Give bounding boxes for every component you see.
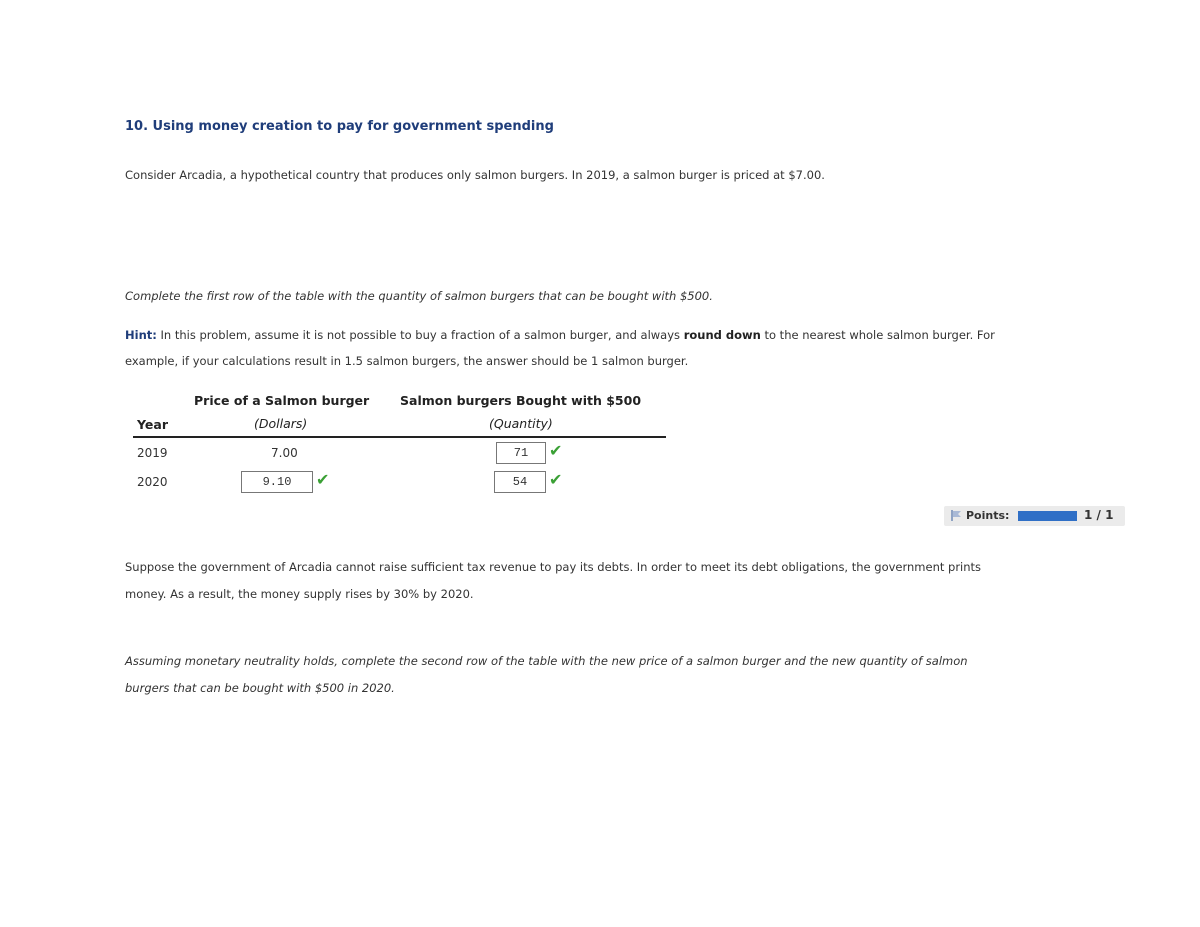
price-units-label: (Dollars) [254,416,308,431]
row-2019-year: 2019 [137,446,168,460]
question-title: 10. Using money creation to pay for government spending [125,119,554,134]
instruction-first-row: Complete the first row of the table with the quantity of salmon burgers that can be bought with $500. [125,289,713,303]
points-label: Points: [966,509,1010,522]
points-progress-fill [1018,511,1077,521]
row-2019-quantity-input[interactable]: 71 [496,442,546,464]
row-2020-quantity-input[interactable]: 54 [494,471,546,493]
hint-bold-text: round down [683,328,761,342]
instruction-second-row-line-1: Assuming monetary neutrality holds, complete the second row of the table with the new price of a salmon burger and the new quantity of salmon [125,654,968,668]
instruction-second-row-line-2: burgers that can be bought with $500 in 2020. [125,681,395,695]
check-icon: ✔ [316,470,330,489]
row-2019-price: 7.00 [271,446,298,460]
check-icon: ✔ [549,470,563,489]
scenario-line-1: Suppose the government of Arcadia cannot raise sufficient tax revenue to pay its debts. In order to meet its debt obligations, the government prints [125,560,982,574]
points-progress-bar [1018,511,1077,521]
check-icon: ✔ [549,441,563,460]
points-score: 1 / 1 [1084,508,1114,522]
year-column-header: Year [137,417,168,432]
row-2020-price-input[interactable]: 9.10 [241,471,313,493]
price-column-header: Price of a Salmon burger [194,393,370,408]
intro-text: Consider Arcadia, a hypothetical country that produces only salmon burgers. In 2019, a salmon burger is priced at $7.00. [125,168,825,182]
table-header-rule [133,436,666,438]
hint-label: Hint: [125,328,157,342]
hint-line-2: example, if your calculations result in 1.5 salmon burgers, the answer should be 1 salmon burger. [125,354,689,368]
hint-text-after: to the nearest whole salmon burger. For [760,328,995,342]
row-2020-year: 2020 [137,475,168,489]
hint-text-before: In this problem, assume it is not possible to buy a fraction of a salmon burger, and always [156,328,684,342]
scenario-line-2: money. As a result, the money supply rises by 30% by 2020. [125,587,474,601]
quantity-column-header: Salmon burgers Bought with $500 [400,393,642,408]
quantity-units-label: (Quantity) [489,416,553,431]
flag-icon [951,510,962,521]
hint-line-1 [125,323,1165,347]
